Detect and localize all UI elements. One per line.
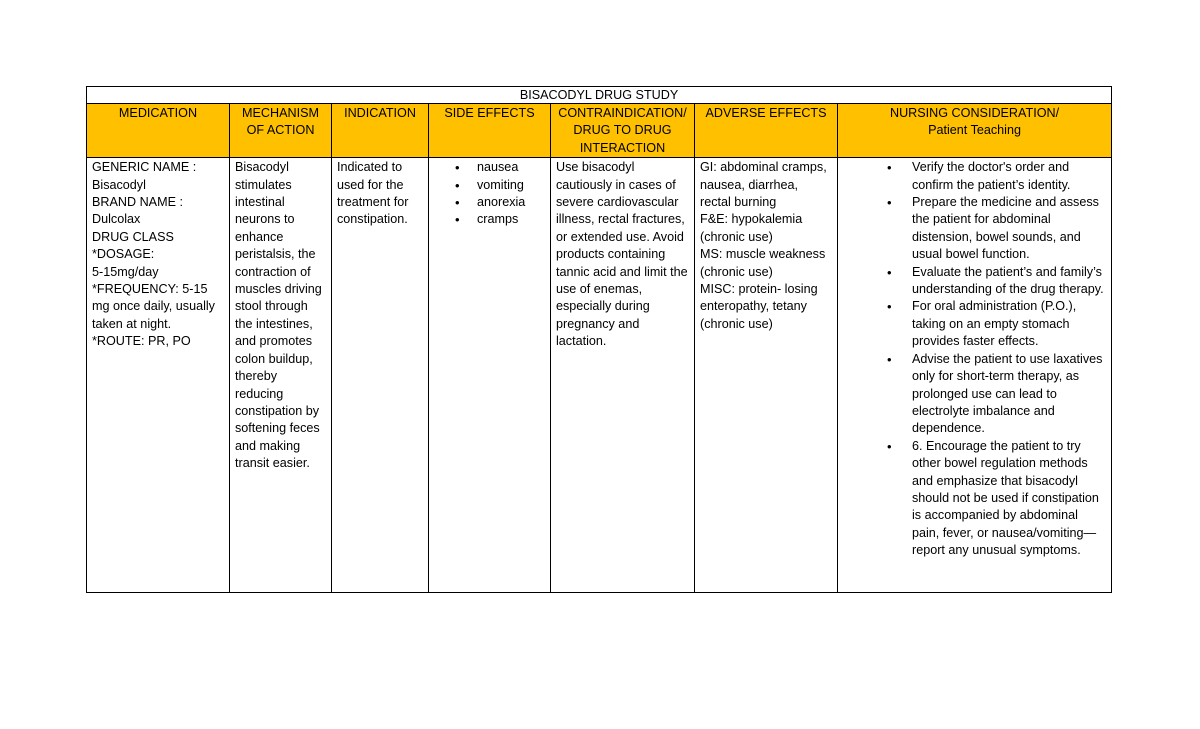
medication-line: GENERIC NAME : (92, 160, 197, 175)
contraindication-text: Use bisacodyl cautiously in cases of severe cardiovascular illness, rectal fractures, or extended use. Avoid products containing tannic acid and limit the use of enemas, especially during pregnancy and lactation. (556, 160, 688, 349)
medication-line: DRUG CLASS (92, 229, 174, 244)
medication-line: Bisacodyl (92, 177, 146, 192)
nursing-list (887, 159, 1106, 559)
list-item: • Evaluate the patient’s and family’s understanding of the drug therapy. (887, 264, 1106, 299)
adverse-line: GI: abdominal cramps, nausea, diarrhea, rectal burning (700, 160, 827, 210)
header-contra-line-3: INTERACTION (579, 140, 666, 155)
table-title: BISACODYL DRUG STUDY (87, 87, 1112, 104)
medication-line: 5-15mg/day (92, 264, 159, 279)
header-nursing-line-1: NURSING CONSIDERATION/ (889, 106, 1060, 120)
mechanism-cell (230, 158, 332, 593)
side-effects-cell (429, 158, 551, 593)
header-contra-line-2: DRUG TO DRUG (573, 123, 672, 138)
medication-line: Dulcolax (92, 212, 141, 227)
header-mechanism-line-1: MECHANISM (242, 106, 319, 120)
adverse-effects-cell (695, 158, 838, 593)
medication-line: *ROUTE: PR, PO (92, 334, 191, 349)
list-item: • Verify the doctor's order and confirm the patient’s identity. (887, 159, 1106, 194)
header-medication-label: MEDICATION (118, 106, 198, 120)
list-item: • 6. Encourage the patient to try other bowel regulation methods and emphasize that bisacodyl should not be used if constipation is accompanied by abdominal pain, fever, or nausea/vomiting—report any unusual symptoms. (887, 438, 1106, 560)
medication-line: taken at night. (92, 316, 172, 331)
header-contraindication (551, 104, 695, 158)
medication-cell (87, 158, 230, 593)
indication-text: Indicated to used for the treatment for constipation. (337, 160, 409, 227)
contraindication-cell (551, 158, 695, 593)
header-side-effects (429, 104, 551, 158)
drug-study-table (86, 86, 1112, 593)
adverse-line: MS: muscle weakness (chronic use) (700, 247, 826, 279)
nursing-cell (838, 158, 1112, 593)
list-item: • Advise the patient to use laxatives only for short-term therapy, as prolonged use can lead to electrolyte imbalance and dependence. (887, 351, 1106, 438)
header-adverse-label: ADVERSE EFFECTS (705, 106, 827, 120)
header-side-effects-label: SIDE EFFECTS (444, 106, 535, 120)
header-indication (332, 104, 429, 158)
medication-line: mg once daily, usually (92, 299, 215, 314)
header-contra-line-1: CONTRAINDICATION/ (558, 106, 687, 120)
header-row (87, 104, 1112, 158)
medication-line: *FREQUENCY: 5-15 (92, 282, 208, 297)
medication-line: *DOSAGE: (92, 247, 155, 262)
indication-cell (332, 158, 429, 593)
list-item: • cramps (455, 211, 545, 228)
medication-line: BRAND NAME : (92, 195, 183, 210)
title-row (87, 87, 1112, 104)
mechanism-text: Bisacodyl stimulates intestinal neurons to enhance peristalsis, the contraction of muscles driving stool through the intestines, and promotes colon buildup, thereby reducing constipation by softening feces and making transit easier. (235, 160, 322, 471)
header-nursing (838, 104, 1112, 158)
body-row (87, 158, 1112, 593)
list-item: • Prepare the medicine and assess the patient for abdominal distension, bowel sounds, and usual bowel function. (887, 194, 1106, 264)
header-nursing-line-2: Patient Teaching (928, 123, 1021, 138)
header-adverse-effects (695, 104, 838, 158)
drug-study-document (86, 86, 1111, 593)
header-medication (87, 104, 230, 158)
list-item: • For oral administration (P.O.), taking on an empty stomach provides faster effects. (887, 298, 1106, 350)
header-mechanism (230, 104, 332, 158)
list-item: • anorexia (455, 194, 545, 211)
adverse-line: MISC: protein- losing enteropathy, tetany (chronic use) (700, 282, 818, 331)
list-item: • nausea (455, 159, 545, 176)
adverse-line: F&E: hypokalemia (chronic use) (700, 212, 803, 244)
side-effects-list (455, 159, 545, 229)
header-mechanism-line-2: OF ACTION (246, 123, 315, 138)
header-indication-label: INDICATION (344, 106, 416, 120)
list-item: • vomiting (455, 177, 545, 194)
